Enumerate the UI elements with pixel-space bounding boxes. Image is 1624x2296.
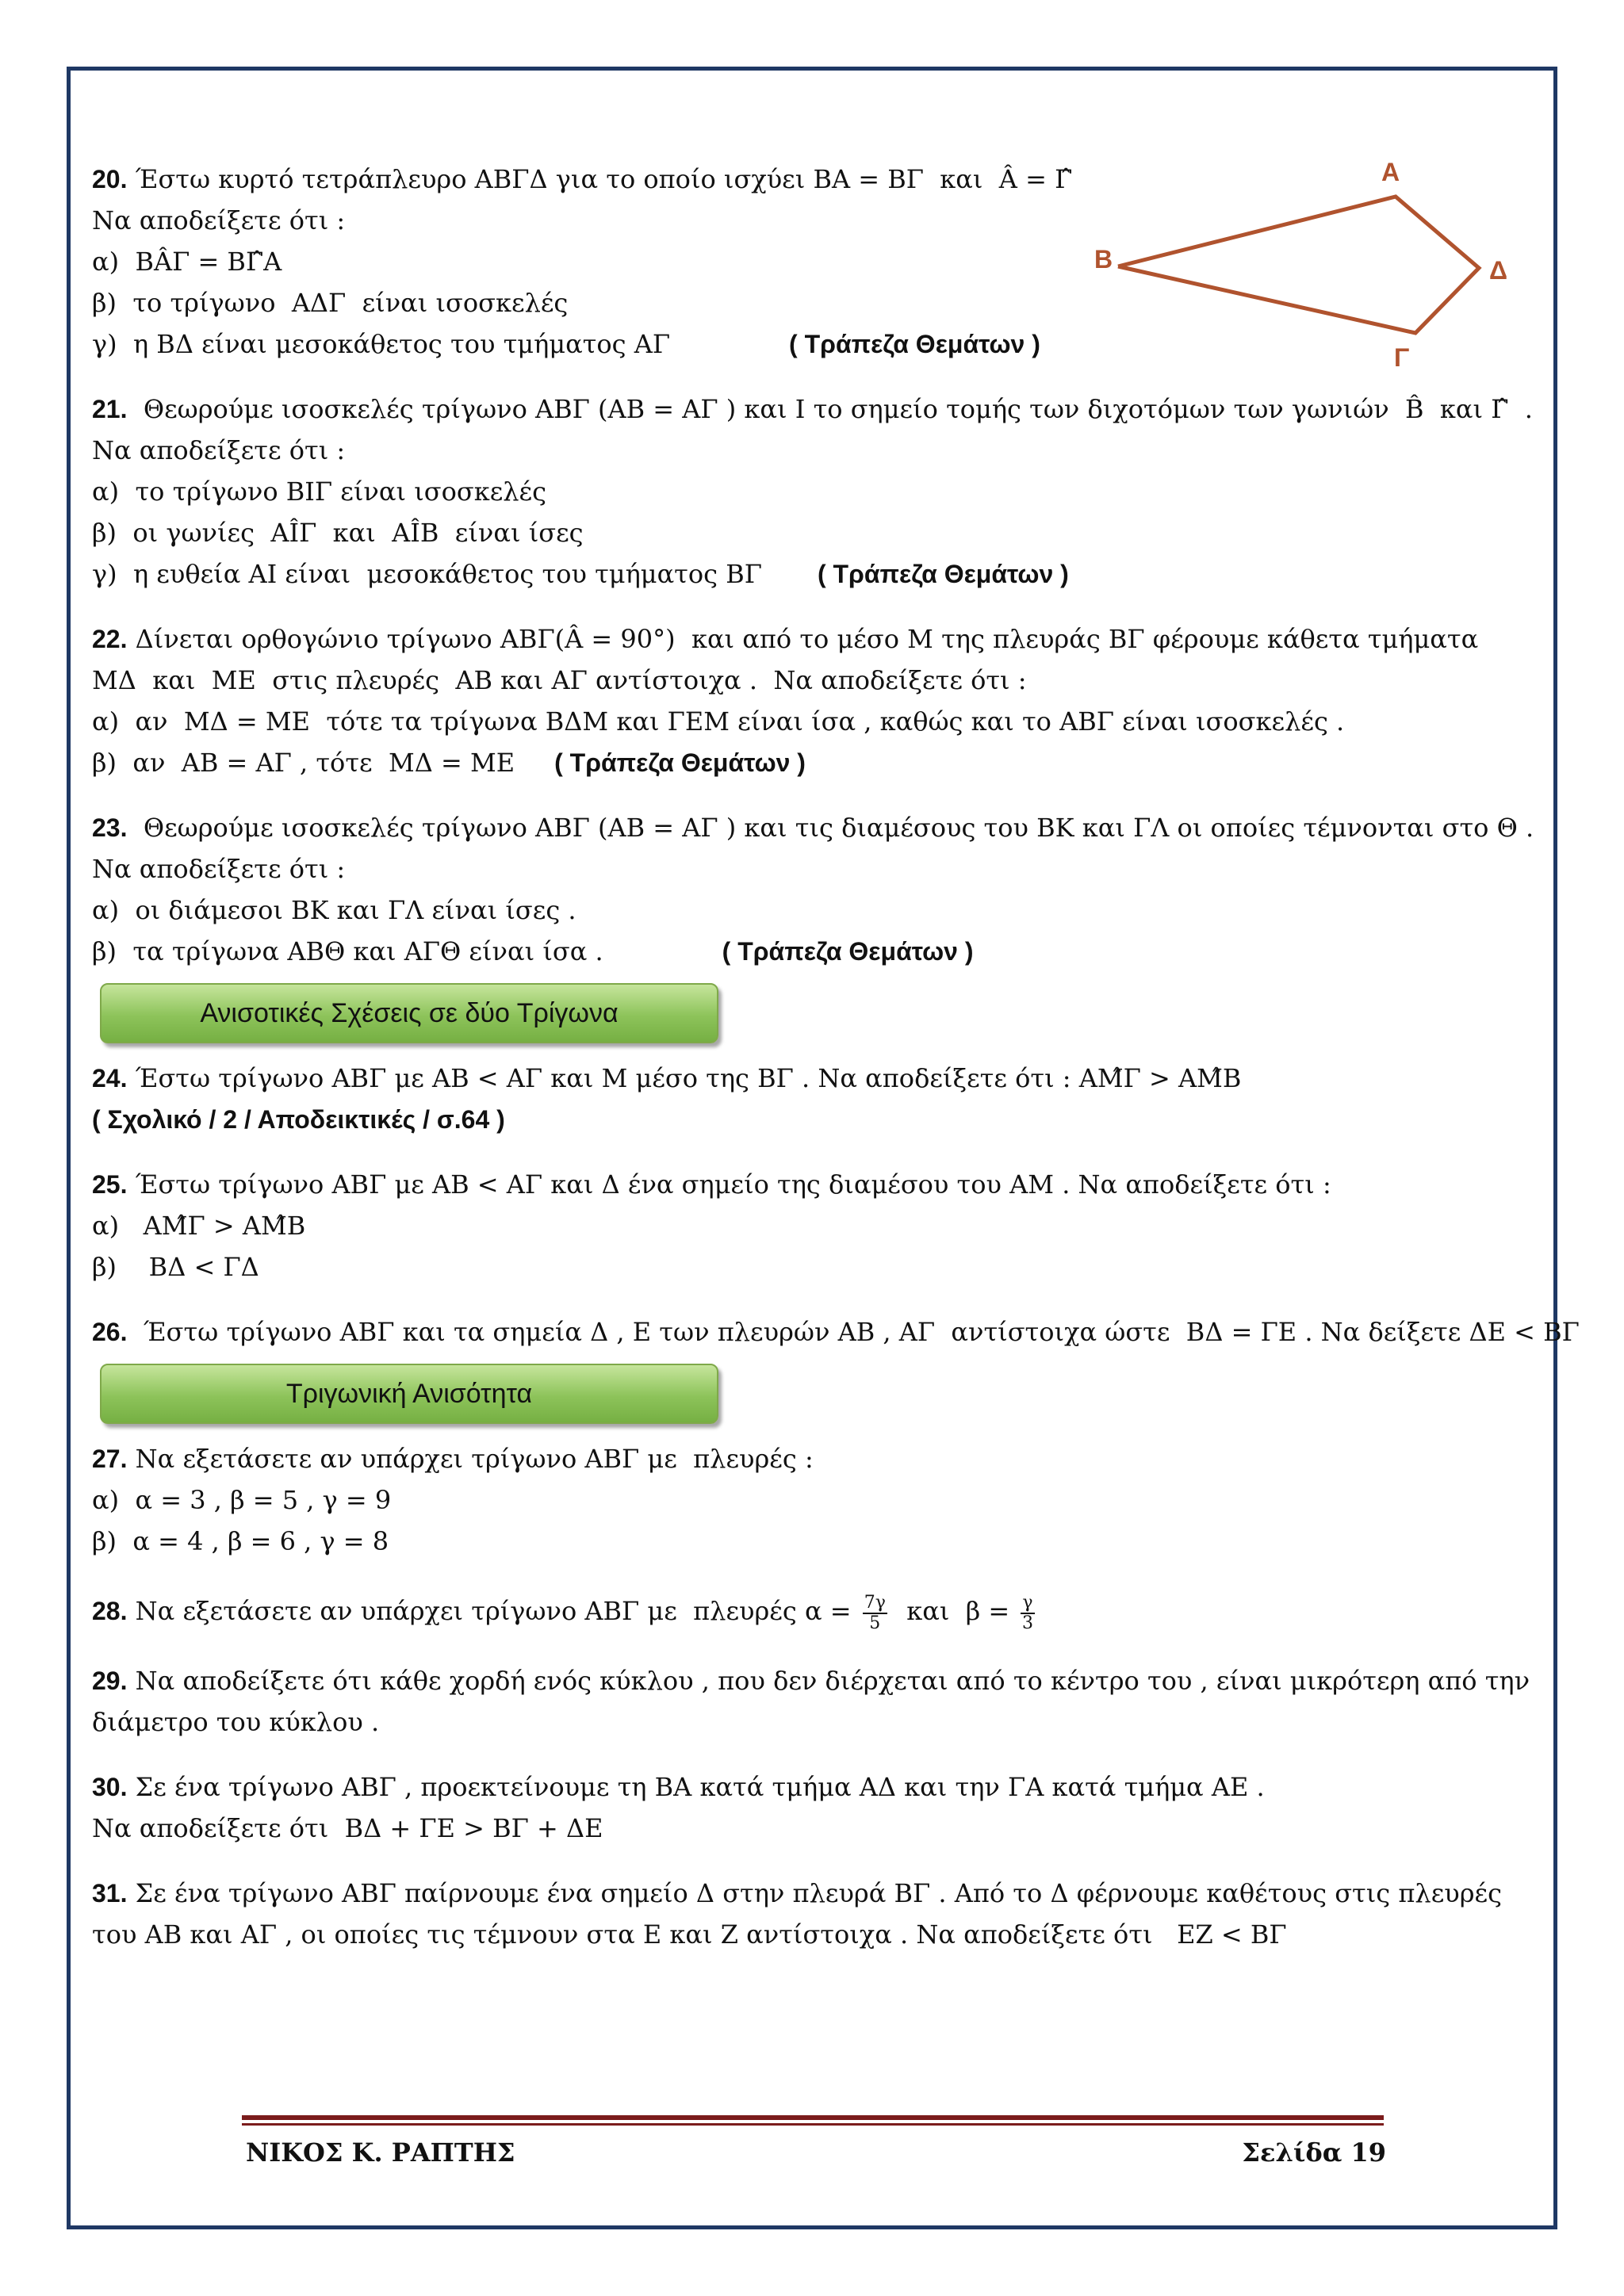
- fraction-g-3: $\frac{\gamma}{3}$: [1021, 1592, 1033, 1633]
- problem-number: 31.: [92, 1879, 128, 1908]
- problem-number: 24.: [92, 1064, 128, 1093]
- vertex-label-a: Α: [1381, 158, 1400, 186]
- problem-text: ΜΔ και ΜΕ στις πλευρές ΑΒ και ΑΓ αντίστοιχα . Να αποδείξετε ότι :: [92, 665, 1027, 695]
- problem-number: 23.: [92, 813, 128, 842]
- problem-26: [92, 1311, 1580, 1353]
- problem-text: β) οι γωνίες ΑÎΓ και ΑÎΒ είναι ίσες: [92, 518, 584, 548]
- vertex-label-b: Β: [1094, 245, 1113, 274]
- problem-text: α) ΒÂΓ = ΒΓ̂Α: [92, 247, 282, 277]
- source-note: ( Τράπεζα Θεμάτων ): [554, 748, 806, 777]
- problem-text: Δίνεται ορθογώνιο τρίγωνο ΑΒΓ(Â = 90°) και από το μέσο Μ της πλευράς ΒΓ φέρουμε κάθετα τμήματα: [127, 624, 1479, 654]
- problem-number: 21.: [92, 395, 128, 423]
- footer-rule-thin: [242, 2123, 1384, 2126]
- problem-text: γ) η ΒΔ είναι μεσοκάθετος του τμήματος ΑΓ: [92, 329, 671, 359]
- problem-text: β) ΒΔ < ΓΔ: [92, 1252, 259, 1282]
- problem-text: Έστω τρίγωνο ΑΒΓ και τα σημεία Δ , Ε των πλευρών ΑΒ , ΑΓ αντίστοιχα ώστε ΒΔ = ΓΕ . Να δείξετε ΔΕ < ΒΓ: [127, 1317, 1580, 1347]
- fraction-7g-5: $\frac{7\gamma}{5}$: [864, 1592, 886, 1633]
- problem-number: 20.: [92, 165, 128, 193]
- problem-25: [92, 1164, 1535, 1288]
- problem-27: [92, 1438, 1535, 1562]
- problem-text: Έστω τρίγωνο ΑΒΓ με ΑΒ < ΑΓ και Μ μέσο της ΒΓ . Να αποδείξετε ότι : ΑΜ̂Γ > ΑΜ̂Β: [127, 1063, 1242, 1093]
- problem-text: και β =: [890, 1596, 1018, 1626]
- problem-text: Να εξετάσετε αν υπάρχει τρίγωνο ΑΒΓ με πλευρές :: [127, 1444, 814, 1474]
- problem-31: [92, 1873, 1535, 1955]
- problem-text: α) αν ΜΔ = ΜΕ τότε τα τρίγωνα ΒΔΜ και ΓΕΜ είναι ίσα , καθώς και το ΑΒΓ είναι ισοσκελές .: [92, 706, 1345, 737]
- problem-21: [92, 388, 1535, 595]
- problem-text: Να αποδείξετε ότι :: [92, 854, 346, 884]
- problem-text: Θεωρούμε ισοσκελές τρίγωνο ΑΒΓ (ΑΒ = ΑΓ ) και Ι το σημείο τομής των διχοτόμων των γωνιών B̂ και Γ̂ .: [127, 394, 1533, 424]
- problem-text: β) τα τρίγωνα ΑΒΘ και ΑΓΘ είναι ίσα .: [92, 936, 603, 966]
- problem-30: [92, 1766, 1535, 1849]
- section-banner-inequalities: Ανισοτικές Σχέσεις σε δύο Τρίγωνα: [100, 983, 718, 1043]
- problem-text: Θεωρούμε ισοσκελές τρίγωνο ΑΒΓ (ΑΒ = ΑΓ ) και τις διαμέσους του ΒΚ και ΓΛ οι οποίες τέμνονται στο Θ .: [127, 813, 1534, 843]
- footer-author: ΝΙΚΟΣ Κ. ΡΑΠΤΗΣ: [246, 2137, 515, 2168]
- problem-number: 28.: [92, 1597, 128, 1625]
- problem-number: 30.: [92, 1773, 128, 1801]
- problem-number: 29.: [92, 1667, 128, 1695]
- vertex-label-g: Γ: [1394, 343, 1410, 372]
- problem-text: Να αποδείξετε ότι :: [92, 205, 346, 235]
- problem-number: 22.: [92, 625, 128, 653]
- problem-text: β) το τρίγωνο ΑΔΓ είναι ισοσκελές: [92, 288, 569, 318]
- page-content: [92, 159, 1580, 1955]
- problem-text: διάμετρο του κύκλου .: [92, 1707, 380, 1737]
- problem-text: Να αποδείξετε ότι κάθε χορδή ενός κύκλου , που δεν διέρχεται από το κέντρο του , είναι μικρότερη από την: [127, 1666, 1530, 1696]
- problem-29: [92, 1660, 1535, 1743]
- problem-28: [92, 1586, 1535, 1636]
- problem-text: του ΑΒ και ΑΓ , οι οποίες τις τέμνουν στα Ε και Ζ αντίστοιχα . Να αποδείξετε ότι ΕΖ < ΒΓ: [92, 1919, 1287, 1950]
- problem-text: γ) η ευθεία ΑΙ είναι μεσοκάθετος του τμήματος ΒΓ: [92, 559, 762, 589]
- vertex-label-d: Δ: [1489, 256, 1507, 285]
- source-note: ( Τράπεζα Θεμάτων ): [817, 560, 1069, 588]
- problem-number: 27.: [92, 1445, 128, 1473]
- problem-text: Να αποδείξετε ότι :: [92, 435, 346, 465]
- problem-text: α) οι διάμεσοι ΒΚ και ΓΛ είναι ίσες .: [92, 895, 576, 925]
- problem-24: [92, 1058, 1535, 1140]
- problem-22: [92, 618, 1535, 783]
- problem-text: Να εξετάσετε αν υπάρχει τρίγωνο ΑΒΓ με πλευρές α =: [127, 1596, 860, 1626]
- problem-text: Να αποδείξετε ότι ΒΔ + ΓΕ > ΒΓ + ΔΕ: [92, 1813, 603, 1843]
- problem-text: Έστω κυρτό τετράπλευρο ΑΒΓΔ για το οποίο ισχύει ΒΑ = ΒΓ και Â = Γ̂: [127, 164, 1073, 194]
- problem-text: α) το τρίγωνο ΒΙΓ είναι ισοσκελές: [92, 476, 547, 507]
- source-note: ( Τράπεζα Θεμάτων ): [789, 330, 1040, 358]
- problem-text: Σε ένα τρίγωνο ΑΒΓ παίρνουμε ένα σημείο Δ στην πλευρά ΒΓ . Από το Δ φέρνουμε καθέτους στις πλευρές: [127, 1878, 1503, 1908]
- problem-text: Σε ένα τρίγωνο ΑΒΓ , προεκτείνουμε τη ΒΑ κατά τμήμα ΑΔ και την ΓΑ κατά τμήμα ΑΕ .: [127, 1772, 1265, 1802]
- problem-text: α) ΑΜ̂Γ > ΑΜ̂Β: [92, 1211, 306, 1241]
- problem-number: 26.: [92, 1318, 128, 1346]
- problem-text: α) α = 3 , β = 5 , γ = 9: [92, 1485, 392, 1515]
- section-banner-triangle-inequality: Τριγωνική Ανισότητα: [100, 1364, 718, 1424]
- problem-number: 25.: [92, 1170, 128, 1199]
- problem-20: [92, 159, 1535, 365]
- problem-text: Έστω τρίγωνο ΑΒΓ με ΑΒ < ΑΓ και Δ ένα σημείο της διαμέσου του ΑΜ . Να αποδείξετε ότι :: [127, 1169, 1331, 1200]
- problem-text: β) α = 4 , β = 6 , γ = 8: [92, 1526, 389, 1556]
- footer-page-number: Σελίδα 19: [1242, 2137, 1386, 2168]
- problem-text: β) αν ΑΒ = ΑΓ , τότε ΜΔ = ΜΕ: [92, 748, 515, 778]
- problem-23: [92, 807, 1535, 972]
- footer-rule: [242, 2115, 1384, 2120]
- source-note: ( Τράπεζα Θεμάτων ): [722, 937, 974, 966]
- source-note: ( Σχολικό / 2 / Αποδεικτικές / σ.64 ): [92, 1105, 505, 1134]
